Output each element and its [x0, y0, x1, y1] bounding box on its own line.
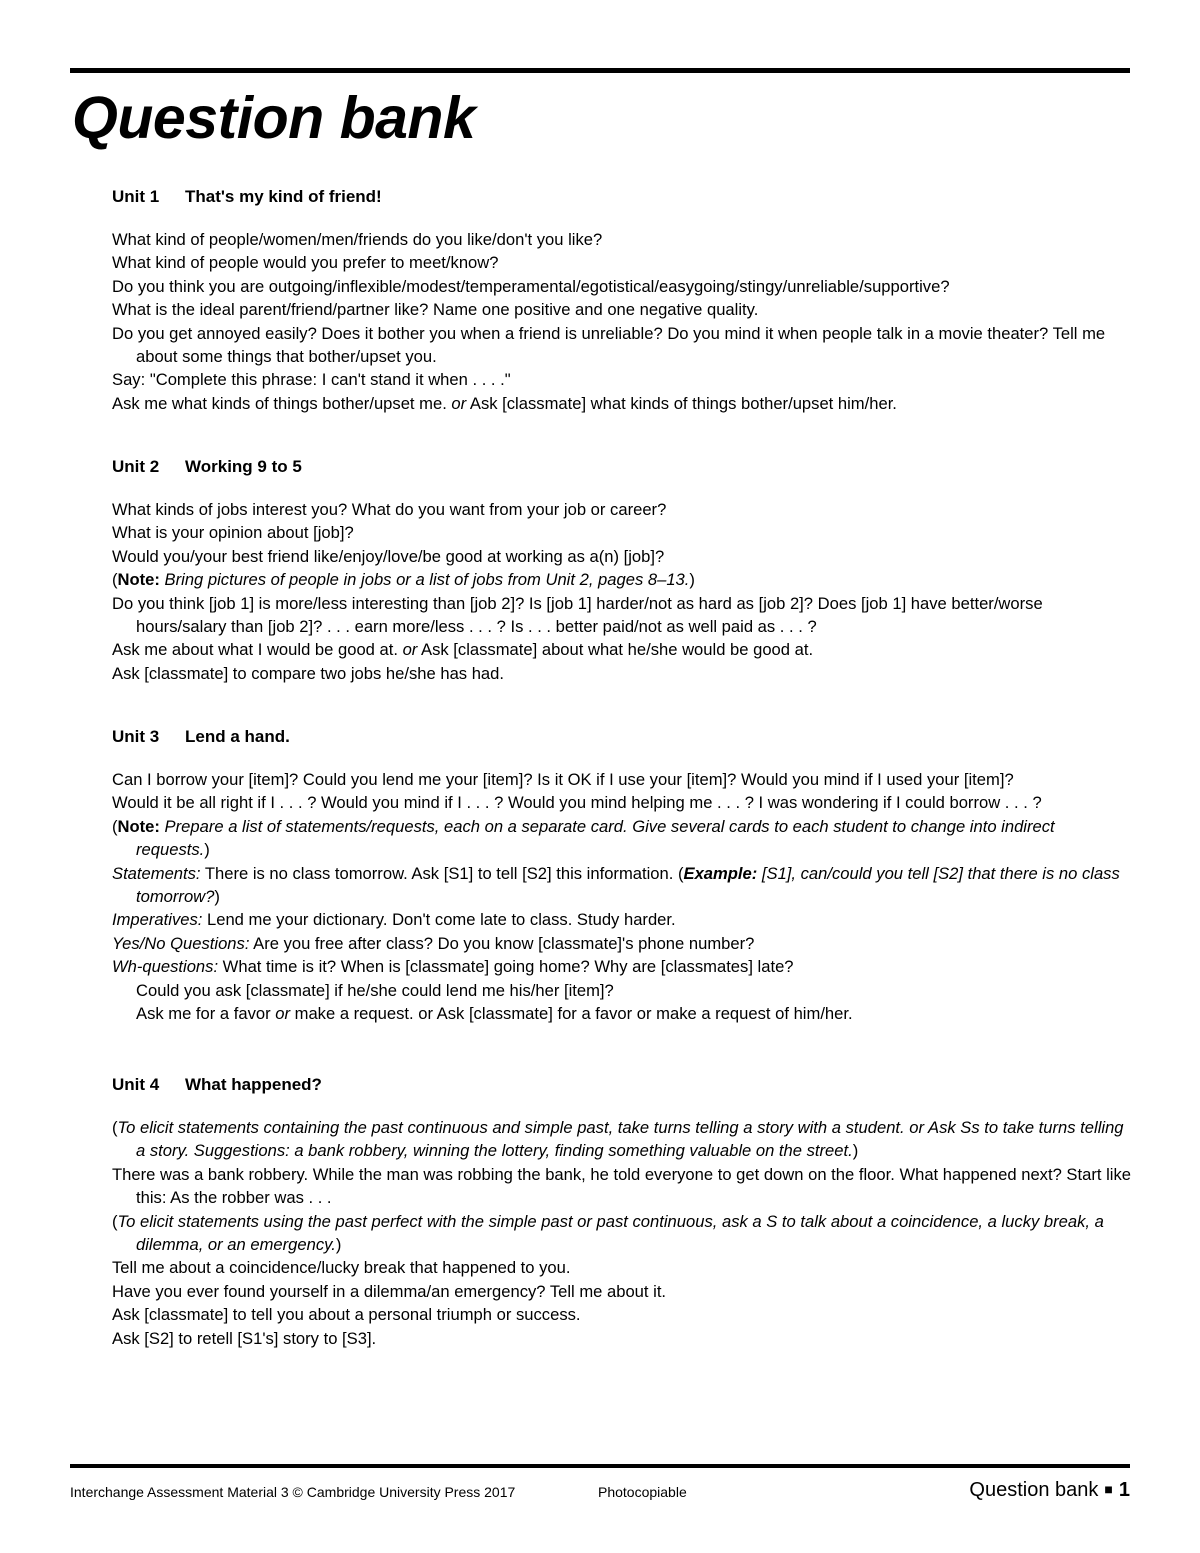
question-line: There was a bank robbery. While the man was robbing the bank, he told everyone to get down on the floor. What happened next? Start like this: As the robber was . . . — [112, 1164, 1131, 1208]
statement-line: Imperatives: Lend me your dictionary. Don't come late to class. Study harder. — [112, 910, 676, 930]
page-title: Question bank — [72, 85, 476, 151]
unit-4 — [112, 1074, 1132, 1350]
bottom-rule — [70, 1464, 1130, 1468]
question-line: What is your opinion about [job]? — [112, 523, 354, 543]
question-line: Say: "Complete this phrase: I can't stand it when . . . ." — [112, 370, 511, 390]
question-line: What kind of people would you prefer to meet/know? — [112, 253, 499, 273]
top-rule — [70, 68, 1130, 73]
page-footer — [70, 1479, 1130, 1506]
unit-heading — [112, 186, 1132, 208]
question-line: What kind of people/women/men/friends do you like/don't you like? — [112, 230, 603, 249]
question-line: Would it be all right if I . . . ? Would you mind if I . . . ? Would you mind helping me . . . ? I was wondering if I could borrow . . . ? — [112, 793, 1042, 813]
teacher-note: (Note: Prepare a list of statements/requests, each on a separate card. Give several cards to each student to change into indirect requests.) — [112, 816, 1055, 860]
teacher-note: (Note: Bring pictures of people in jobs or a list of jobs from Unit 2, pages 8–13.) — [112, 570, 695, 590]
statement-line: Wh-questions: What time is it? When is [classmate] going home? Why are [classmates] late? — [112, 957, 794, 977]
question-line: Ask [classmate] to compare two jobs he/she has had. — [112, 663, 504, 683]
question-line: Ask me for a favor or make a request. or Ask [classmate] for a favor or make a request of him/her. — [136, 1004, 853, 1024]
question-line: What is the ideal parent/friend/partner like? Name one positive and one negative quality. — [112, 300, 759, 320]
unit-number: Unit 3 — [112, 727, 160, 746]
unit-number: Unit 2 — [112, 457, 160, 476]
question-line: Ask me what kinds of things bother/upset me. or Ask [classmate] what kinds of things bother/upset him/her. — [112, 393, 897, 413]
unit-2 — [112, 456, 1132, 685]
page-number: 1 — [1118, 1479, 1130, 1501]
unit-heading — [112, 726, 1132, 748]
copyright-text: Interchange Assessment Material 3 © Cambridge University Press 2017 — [70, 1484, 516, 1500]
unit-title: That's my kind of friend! — [185, 187, 382, 206]
page-label — [969, 1479, 1130, 1502]
unit-title: What happened? — [185, 1075, 322, 1094]
unit-3 — [112, 726, 1132, 1025]
question-line: Tell me about a coincidence/lucky break that happened to you. — [112, 1258, 571, 1278]
statement-line: Yes/No Questions: Are you free after class? Do you know [classmate]'s phone number? — [112, 933, 755, 953]
question-line: Ask [S2] to retell [S1's] story to [S3]. — [112, 1328, 377, 1348]
question-line: Do you think [job 1] is more/less interesting than [job 2]? Is [job 1] harder/not as hard as [job 2]? Does [job 1] have better/worse hours/salary than [job 2]? . . . earn more/less . . . ? Is . . . better paid/not as well paid as . . . ? — [112, 593, 1043, 637]
question-line: Ask me about what I would be good at. or Ask [classmate] about what he/she would be good at. — [112, 640, 814, 660]
unit-title: Working 9 to 5 — [185, 457, 302, 476]
question-line: Ask [classmate] to tell you about a personal triumph or success. — [112, 1305, 581, 1325]
photocopiable-label: Photocopiable — [598, 1484, 687, 1500]
question-line: Could you ask [classmate] if he/she could lend me his/her [item]? — [136, 980, 614, 1000]
question-line: Would you/your best friend like/enjoy/love/be good at working as a(n) [job]? — [112, 546, 665, 566]
question-line: Do you think you are outgoing/inflexible/modest/temperamental/egotistical/easygoing/stingy/unreliable/supportive? — [112, 276, 950, 296]
teacher-note: (To elicit statements containing the past continuous and simple past, take turns telling a story with a student. or Ask Ss to take turns telling a story. Suggestions: a bank robbery, winning the lottery, finding something valuable on the street.) — [112, 1118, 1124, 1161]
question-line: Have you ever found yourself in a dilemma/an emergency? Tell me about it. — [112, 1281, 667, 1301]
unit-heading — [112, 456, 1132, 478]
unit-number: Unit 4 — [112, 1075, 160, 1094]
section-name: Question bank — [969, 1479, 1099, 1501]
question-line: Can I borrow your [item]? Could you lend me your [item]? Is it OK if I use your [item]? Would you mind if I used your [item]? — [112, 770, 1014, 789]
statement-line: Statements: There is no class tomorrow. Ask [S1] to tell [S2] this information. (Example: [S1], can/could you tell [S2] that there is no class tomorrow?) — [112, 863, 1120, 907]
question-line: Do you get annoyed easily? Does it bother you when a friend is unreliable? Do you mind it when people talk in a movie theater? Tell me about some things that bother/upset you. — [112, 323, 1106, 367]
teacher-note: (To elicit statements using the past perfect with the simple past or past continuous, ask a S to talk about a coincidence, a lucky break, a dilemma, or an emergency.) — [112, 1211, 1104, 1255]
unit-title: Lend a hand. — [185, 727, 290, 746]
unit-number: Unit 1 — [112, 187, 160, 206]
separator-icon: ■ — [1104, 1481, 1113, 1497]
unit-heading — [112, 1074, 1132, 1096]
unit-1 — [112, 186, 1132, 415]
question-line: What kinds of jobs interest you? What do you want from your job or career? — [112, 500, 667, 519]
